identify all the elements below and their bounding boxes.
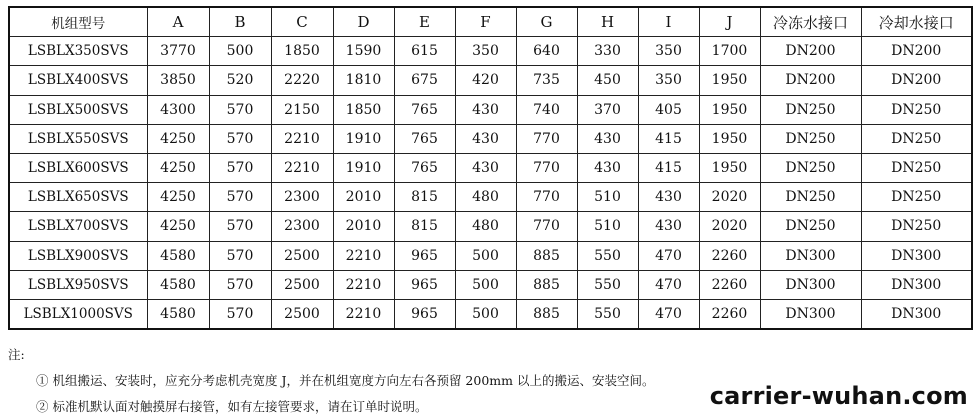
value-cell: 2210: [333, 299, 394, 329]
notes-section: [8, 342, 654, 420]
value-cell: DN200: [760, 37, 861, 66]
value-cell: 765: [394, 124, 455, 153]
value-cell: DN300: [861, 299, 972, 329]
value-cell: 415: [638, 153, 699, 182]
header-cell: J: [699, 7, 760, 37]
value-cell: 770: [516, 124, 577, 153]
value-cell: 885: [516, 241, 577, 270]
value-cell: 4300: [147, 95, 209, 124]
value-cell: DN250: [760, 153, 861, 182]
table-row: [9, 270, 972, 299]
value-cell: 2500: [271, 270, 333, 299]
value-cell: 2260: [699, 299, 760, 329]
value-cell: 550: [577, 241, 638, 270]
value-cell: DN250: [861, 124, 972, 153]
value-cell: 4580: [147, 299, 209, 329]
value-cell: 500: [455, 299, 516, 329]
model-cell: LSBLX700SVS: [9, 212, 147, 241]
value-cell: 430: [577, 153, 638, 182]
value-cell: 2210: [333, 241, 394, 270]
table-row: [9, 183, 972, 212]
value-cell: DN300: [760, 270, 861, 299]
note-item-2: ② 标准机默认面对触摸屏右接管，如有左接管要求，请在订单时说明。: [36, 399, 428, 414]
header-cell: E: [394, 7, 455, 37]
value-cell: 3770: [147, 37, 209, 66]
value-cell: 735: [516, 66, 577, 95]
model-cell: LSBLX350SVS: [9, 37, 147, 66]
value-cell: DN250: [760, 212, 861, 241]
value-cell: 2300: [271, 212, 333, 241]
value-cell: DN300: [760, 241, 861, 270]
value-cell: 405: [638, 95, 699, 124]
value-cell: 2210: [333, 270, 394, 299]
value-cell: 520: [209, 66, 271, 95]
value-cell: 1850: [333, 95, 394, 124]
value-cell: 3850: [147, 66, 209, 95]
value-cell: 570: [209, 124, 271, 153]
model-cell: LSBLX900SVS: [9, 241, 147, 270]
value-cell: 2020: [699, 183, 760, 212]
header-cell: A: [147, 7, 209, 37]
value-cell: 430: [455, 124, 516, 153]
header-cell: 冷冻水接口: [760, 7, 861, 37]
value-cell: 2020: [699, 212, 760, 241]
value-cell: 480: [455, 183, 516, 212]
value-cell: 1700: [699, 37, 760, 66]
header-cell: C: [271, 7, 333, 37]
value-cell: 2260: [699, 270, 760, 299]
value-cell: 550: [577, 270, 638, 299]
value-cell: DN250: [861, 95, 972, 124]
header-row: [9, 7, 972, 37]
value-cell: 1850: [271, 37, 333, 66]
value-cell: 4580: [147, 270, 209, 299]
value-cell: 770: [516, 153, 577, 182]
value-cell: 370: [577, 95, 638, 124]
value-cell: 965: [394, 241, 455, 270]
header-cell: G: [516, 7, 577, 37]
header-cell: 冷却水接口: [861, 7, 972, 37]
value-cell: DN250: [861, 183, 972, 212]
value-cell: 330: [577, 37, 638, 66]
header-model: 机组型号: [9, 7, 147, 37]
value-cell: 430: [455, 153, 516, 182]
value-cell: 1950: [699, 153, 760, 182]
header-cell: B: [209, 7, 271, 37]
value-cell: 510: [577, 183, 638, 212]
value-cell: 815: [394, 183, 455, 212]
value-cell: 2500: [271, 241, 333, 270]
value-cell: 500: [455, 270, 516, 299]
value-cell: 4250: [147, 212, 209, 241]
value-cell: 740: [516, 95, 577, 124]
watermark-text: carrier-wuhan.com: [709, 382, 968, 410]
value-cell: 885: [516, 270, 577, 299]
value-cell: DN300: [861, 241, 972, 270]
value-cell: 570: [209, 270, 271, 299]
table-row: [9, 37, 972, 66]
value-cell: DN200: [861, 66, 972, 95]
model-cell: LSBLX400SVS: [9, 66, 147, 95]
value-cell: 570: [209, 241, 271, 270]
value-cell: 815: [394, 212, 455, 241]
model-cell: LSBLX1000SVS: [9, 299, 147, 329]
value-cell: 640: [516, 37, 577, 66]
value-cell: 4250: [147, 124, 209, 153]
table-row: [9, 95, 972, 124]
value-cell: 2260: [699, 241, 760, 270]
value-cell: 500: [209, 37, 271, 66]
value-cell: 2210: [271, 124, 333, 153]
value-cell: 965: [394, 270, 455, 299]
value-cell: 470: [638, 270, 699, 299]
dimension-table: [8, 6, 973, 330]
value-cell: 570: [209, 183, 271, 212]
value-cell: 675: [394, 66, 455, 95]
value-cell: 1950: [699, 124, 760, 153]
value-cell: 430: [638, 212, 699, 241]
value-cell: 570: [209, 212, 271, 241]
value-cell: 1910: [333, 153, 394, 182]
table-row: [9, 299, 972, 329]
table-row: [9, 153, 972, 182]
table-row: [9, 212, 972, 241]
value-cell: 1810: [333, 66, 394, 95]
value-cell: 415: [638, 124, 699, 153]
table-row: [9, 66, 972, 95]
value-cell: 2220: [271, 66, 333, 95]
value-cell: 2150: [271, 95, 333, 124]
value-cell: 4580: [147, 241, 209, 270]
value-cell: 450: [577, 66, 638, 95]
value-cell: 430: [577, 124, 638, 153]
value-cell: 510: [577, 212, 638, 241]
value-cell: 1590: [333, 37, 394, 66]
value-cell: DN250: [861, 212, 972, 241]
value-cell: 350: [638, 66, 699, 95]
value-cell: 430: [455, 95, 516, 124]
value-cell: 4250: [147, 183, 209, 212]
model-cell: LSBLX500SVS: [9, 95, 147, 124]
table-header: [9, 7, 972, 37]
value-cell: 430: [638, 183, 699, 212]
header-cell: H: [577, 7, 638, 37]
value-cell: 470: [638, 241, 699, 270]
value-cell: 2010: [333, 212, 394, 241]
value-cell: 350: [638, 37, 699, 66]
value-cell: 570: [209, 95, 271, 124]
value-cell: 2010: [333, 183, 394, 212]
value-cell: 550: [577, 299, 638, 329]
value-cell: 1950: [699, 66, 760, 95]
value-cell: 765: [394, 153, 455, 182]
value-cell: 420: [455, 66, 516, 95]
value-cell: 480: [455, 212, 516, 241]
value-cell: DN250: [861, 153, 972, 182]
value-cell: 4250: [147, 153, 209, 182]
value-cell: 2300: [271, 183, 333, 212]
value-cell: 500: [455, 241, 516, 270]
value-cell: 965: [394, 299, 455, 329]
header-cell: I: [638, 7, 699, 37]
table-body: [9, 37, 972, 329]
model-cell: LSBLX550SVS: [9, 124, 147, 153]
value-cell: DN250: [760, 95, 861, 124]
model-cell: LSBLX950SVS: [9, 270, 147, 299]
header-cell: F: [455, 7, 516, 37]
value-cell: 1910: [333, 124, 394, 153]
value-cell: 470: [638, 299, 699, 329]
value-cell: DN200: [760, 66, 861, 95]
value-cell: 770: [516, 183, 577, 212]
note-item-1: ① 机组搬运、安装时，应充分考虑机壳宽度 J，并在机组宽度方向左右各预留 200mm 以上的搬运、安装空间。: [36, 373, 655, 388]
value-cell: DN300: [861, 270, 972, 299]
table-row: [9, 124, 972, 153]
value-cell: DN250: [760, 183, 861, 212]
value-cell: DN250: [760, 124, 861, 153]
value-cell: 570: [209, 153, 271, 182]
value-cell: 350: [455, 37, 516, 66]
value-cell: DN300: [760, 299, 861, 329]
value-cell: 1950: [699, 95, 760, 124]
value-cell: 770: [516, 212, 577, 241]
value-cell: 765: [394, 95, 455, 124]
value-cell: 2500: [271, 299, 333, 329]
value-cell: 570: [209, 299, 271, 329]
table-row: [9, 241, 972, 270]
value-cell: 615: [394, 37, 455, 66]
header-cell: D: [333, 7, 394, 37]
notes-title: 注:: [8, 347, 25, 362]
value-cell: 885: [516, 299, 577, 329]
model-cell: LSBLX650SVS: [9, 183, 147, 212]
value-cell: DN200: [861, 37, 972, 66]
model-cell: LSBLX600SVS: [9, 153, 147, 182]
value-cell: 2210: [271, 153, 333, 182]
